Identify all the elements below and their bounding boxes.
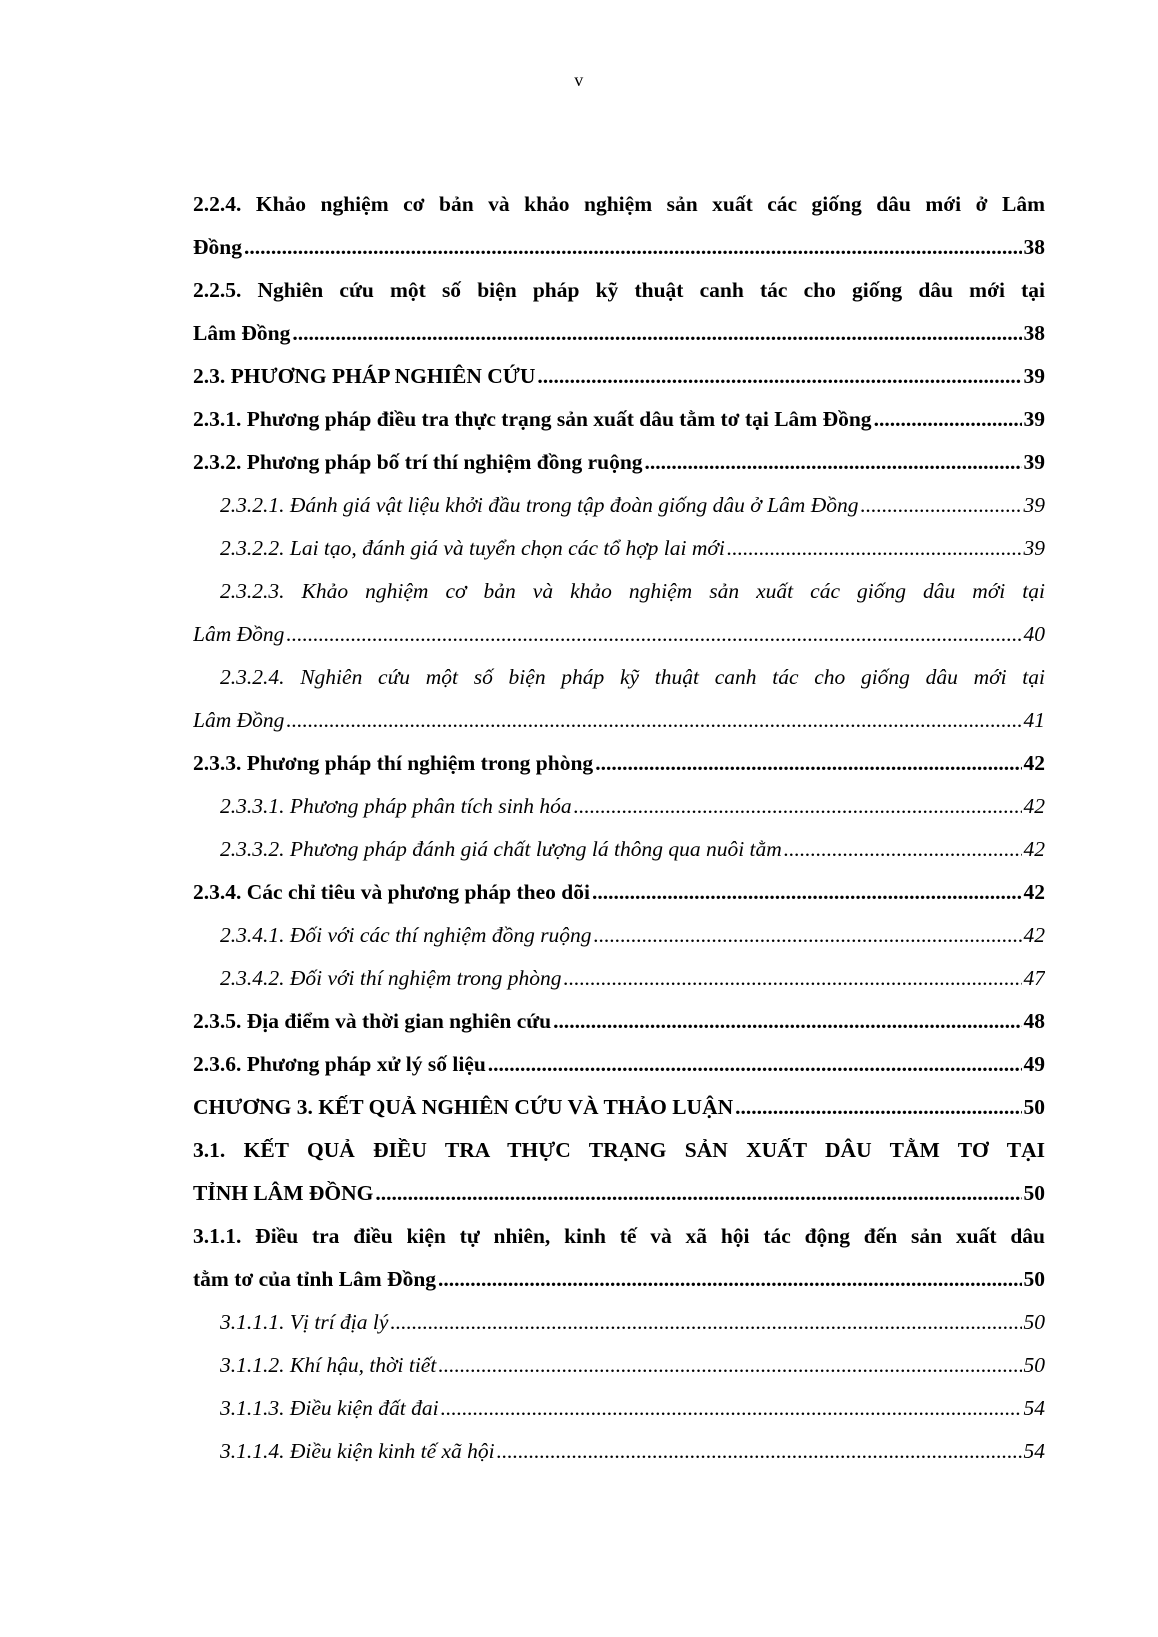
- toc-entry-title: 2.3.3. Phương pháp thí nghiệm trong phòng: [193, 751, 594, 775]
- leader-dots: [594, 914, 1022, 957]
- toc-entry-page: 41: [1023, 708, 1045, 732]
- toc-entry-page: 39: [1023, 493, 1045, 517]
- toc-entry[interactable]: [193, 1430, 1045, 1473]
- table-of-contents: [193, 183, 1045, 1473]
- toc-entry[interactable]: [193, 1344, 1045, 1387]
- toc-entry-title: CHƯƠNG 3. KẾT QUẢ NGHIÊN CỨU VÀ THẢO LUẬN: [193, 1095, 734, 1119]
- toc-entry[interactable]: [193, 1387, 1045, 1430]
- toc-entry[interactable]: [193, 914, 1045, 957]
- toc-entry-title: 3.1.1.3. Điều kiện đất đai: [220, 1396, 439, 1420]
- toc-entry[interactable]: [193, 226, 1045, 269]
- leader-dots: [438, 1258, 1021, 1301]
- leader-dots: [286, 613, 1021, 656]
- toc-entry[interactable]: [193, 484, 1045, 527]
- toc-entry-title: 2.3. PHƯƠNG PHÁP NGHIÊN CỨU: [193, 364, 536, 388]
- toc-entry-text: 2.2.4. Khảo nghiệm cơ bản và khảo nghiệm sản xuất các giống dâu mới ở Lâm: [193, 192, 1045, 216]
- toc-entry[interactable]: [193, 1000, 1045, 1043]
- leader-dots: [441, 1387, 1022, 1430]
- toc-entry-text: 2.3.2.3. Khảo nghiệm cơ bản và khảo nghiệm sản xuất các giống dâu mới tại: [220, 579, 1045, 603]
- toc-entry-title: 2.3.4.2. Đối với thí nghiệm trong phòng: [220, 966, 562, 990]
- toc-entry-title: Lâm Đồng: [193, 321, 291, 345]
- toc-entry[interactable]: [193, 441, 1045, 484]
- toc-entry-page: 50: [1023, 1310, 1045, 1334]
- toc-entry-title: 3.1.1.1. Vị trí địa lý: [220, 1310, 389, 1334]
- toc-entry[interactable]: [193, 1172, 1045, 1215]
- toc-entry-text: 2.2.5. Nghiên cứu một số biện pháp kỹ thuật canh tác cho giống dâu mới tại: [193, 278, 1045, 302]
- leader-dots: [286, 699, 1021, 742]
- toc-entry-page: 38: [1023, 321, 1045, 345]
- leader-dots: [874, 398, 1022, 441]
- toc-entry[interactable]: [193, 613, 1045, 656]
- toc-entry-page: 42: [1023, 751, 1045, 775]
- leader-dots: [375, 1172, 1021, 1215]
- toc-entry[interactable]: [193, 1043, 1045, 1086]
- toc-entry-text: 3.1. KẾT QUẢ ĐIỀU TRA THỰC TRẠNG SẢN XUẤT DÂU TẰM TƠ TẠI: [193, 1138, 1045, 1162]
- toc-entry[interactable]: [193, 957, 1045, 1000]
- toc-entry-title: 2.3.1. Phương pháp điều tra thực trạng sản xuất dâu tằm tơ tại Lâm Đồng: [193, 407, 872, 431]
- leader-dots: [564, 957, 1022, 1000]
- toc-entry-page: 49: [1023, 1052, 1045, 1076]
- page-number: v: [574, 70, 584, 90]
- toc-entry[interactable]: [193, 742, 1045, 785]
- toc-entry-title: 3.1.1.2. Khí hậu, thời tiết: [220, 1353, 437, 1377]
- toc-entry-title: Lâm Đồng: [193, 622, 285, 646]
- toc-entry-title: 2.3.2. Phương pháp bố trí thí nghiệm đồng ruộng: [193, 450, 643, 474]
- toc-entry[interactable]: [193, 355, 1045, 398]
- toc-entry[interactable]: [193, 871, 1045, 914]
- leader-dots: [488, 1043, 1022, 1086]
- leader-dots: [645, 441, 1022, 484]
- toc-entry-title: Đồng: [193, 235, 242, 259]
- toc-entry[interactable]: [193, 785, 1045, 828]
- toc-entry-title: 2.3.2.1. Đánh giá vật liệu khởi đầu trong tập đoàn giống dâu ở Lâm Đồng: [220, 493, 859, 517]
- leader-dots: [390, 1301, 1021, 1344]
- toc-entry[interactable]: [193, 527, 1045, 570]
- leader-dots: [735, 1086, 1021, 1129]
- toc-entry-title: 2.3.3.2. Phương pháp đánh giá chất lượng lá thông qua nuôi tằm: [220, 837, 782, 861]
- toc-entry-page: 48: [1023, 1009, 1045, 1033]
- toc-entry-title: 2.3.4. Các chỉ tiêu và phương pháp theo dõi: [193, 880, 590, 904]
- toc-entry[interactable]: [193, 699, 1045, 742]
- toc-entry-text: 2.3.2.4. Nghiên cứu một số biện pháp kỹ thuật canh tác cho giống dâu mới tại: [220, 665, 1045, 689]
- leader-dots: [244, 226, 1022, 269]
- toc-entry-text: 3.1.1. Điều tra điều kiện tự nhiên, kinh tế và xã hội tác động đến sản xuất dâu: [193, 1224, 1045, 1248]
- leader-dots: [553, 1000, 1021, 1043]
- toc-entry-title: 3.1.1.4. Điều kiện kinh tế xã hội: [220, 1439, 495, 1463]
- toc-entry-title: Lâm Đồng: [193, 708, 285, 732]
- toc-entry-page: 50: [1023, 1267, 1045, 1291]
- toc-entry-page: 42: [1023, 837, 1045, 861]
- toc-entry[interactable]: [193, 1086, 1045, 1129]
- toc-entry-title: TỈNH LÂM ĐỒNG: [193, 1181, 374, 1205]
- toc-entry-page: 50: [1023, 1353, 1045, 1377]
- toc-entry-page: 50: [1023, 1095, 1045, 1119]
- leader-dots: [497, 1430, 1022, 1473]
- leader-dots: [784, 828, 1022, 871]
- leader-dots: [574, 785, 1022, 828]
- leader-dots: [292, 312, 1021, 355]
- toc-entry-page: 39: [1023, 364, 1045, 388]
- toc-entry-page: 54: [1023, 1396, 1045, 1420]
- toc-entry-page: 42: [1023, 880, 1045, 904]
- toc-entry-page: 42: [1023, 923, 1045, 947]
- leader-dots: [727, 527, 1022, 570]
- leader-dots: [860, 484, 1021, 527]
- leader-dots: [438, 1344, 1021, 1387]
- toc-entry-page: 38: [1023, 235, 1045, 259]
- toc-entry-page: 50: [1023, 1181, 1045, 1205]
- toc-entry-title: 2.3.2.2. Lai tạo, đánh giá và tuyển chọn các tổ hợp lai mới: [220, 536, 725, 560]
- toc-entry-title: 2.3.5. Địa điểm và thời gian nghiên cứu: [193, 1009, 552, 1033]
- toc-entry-page: 39: [1023, 536, 1045, 560]
- leader-dots: [595, 742, 1021, 785]
- toc-entry-title: 2.3.3.1. Phương pháp phân tích sinh hóa: [220, 794, 572, 818]
- toc-entry-title: 2.3.6. Phương pháp xử lý số liệu: [193, 1052, 486, 1076]
- leader-dots: [537, 355, 1021, 398]
- toc-entry-page: 39: [1023, 407, 1045, 431]
- toc-entry-page: 54: [1023, 1439, 1045, 1463]
- leader-dots: [592, 871, 1022, 914]
- toc-entry-page: 47: [1023, 966, 1045, 990]
- toc-entry[interactable]: [193, 1258, 1045, 1301]
- toc-entry-page: 42: [1023, 794, 1045, 818]
- toc-entry-page: 40: [1023, 622, 1045, 646]
- toc-entry[interactable]: [193, 398, 1045, 441]
- toc-entry-title: 2.3.4.1. Đối với các thí nghiệm đồng ruộng: [220, 923, 592, 947]
- toc-entry[interactable]: [193, 1301, 1045, 1344]
- toc-entry-page: 39: [1023, 450, 1045, 474]
- toc-entry-title: tằm tơ của tỉnh Lâm Đồng: [193, 1267, 437, 1291]
- toc-entry[interactable]: [193, 312, 1045, 355]
- toc-entry[interactable]: [193, 828, 1045, 871]
